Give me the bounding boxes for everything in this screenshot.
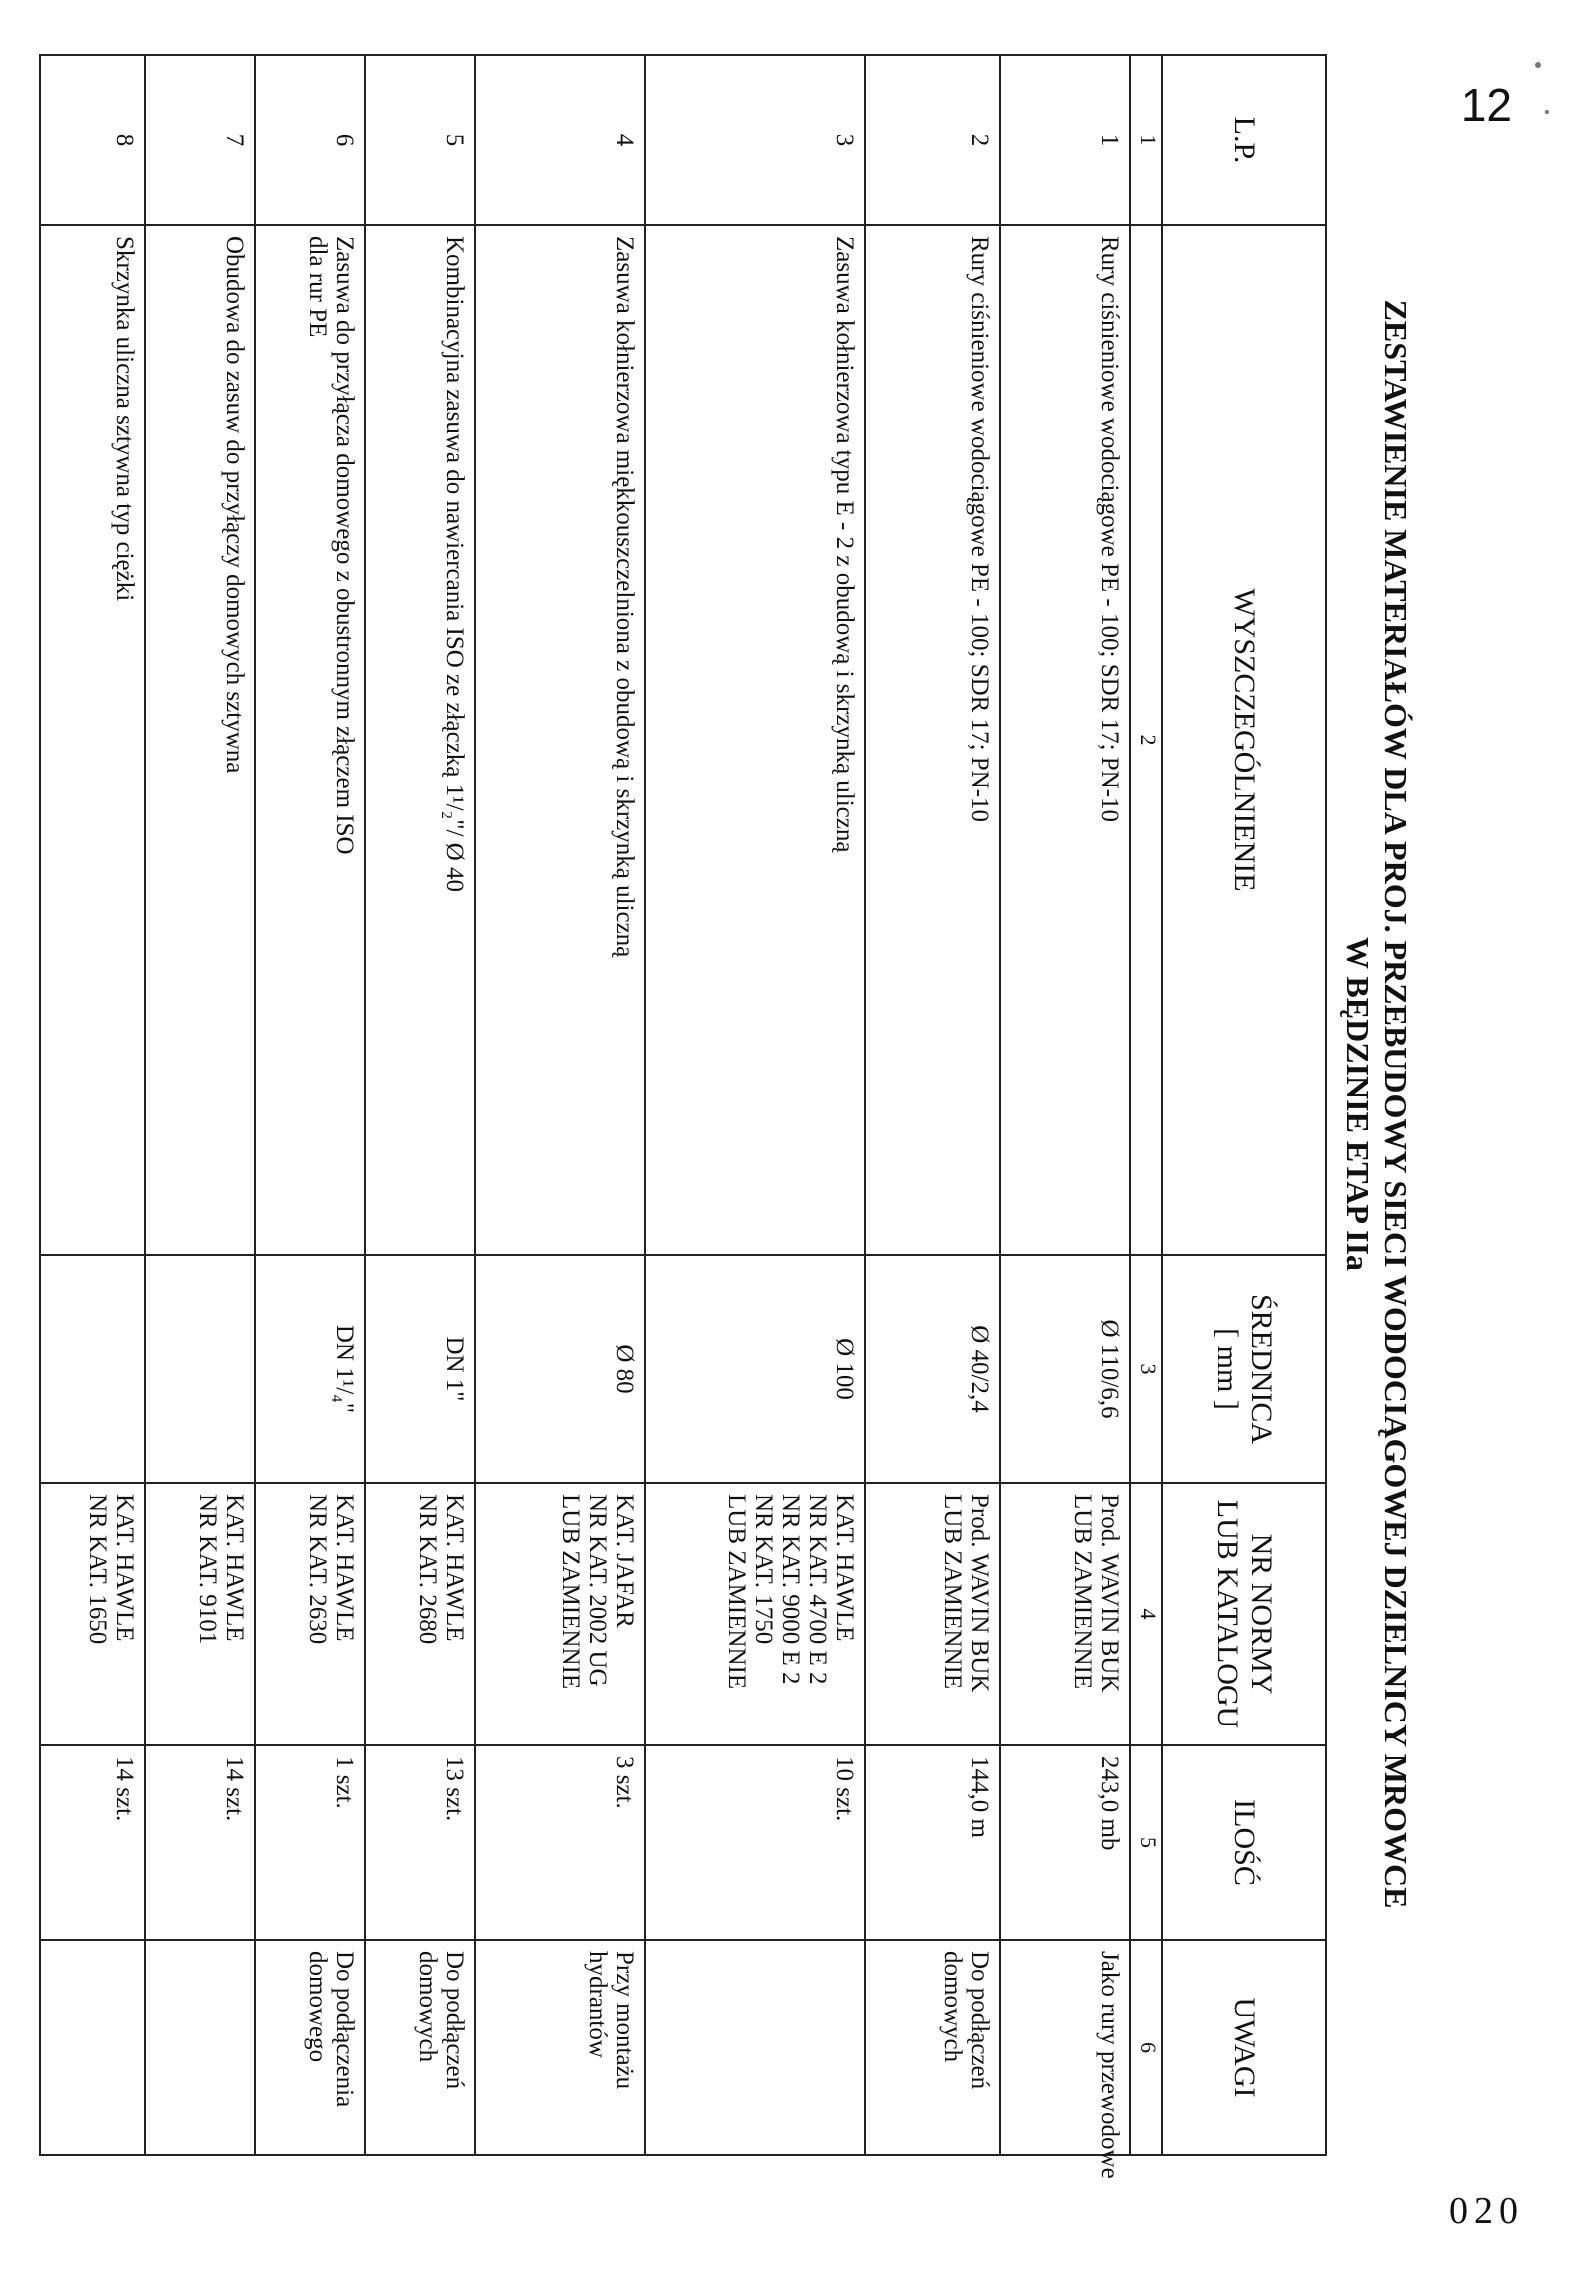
cell-diameter: Ø 100 [645,1255,865,1483]
notes-line: domowych [939,1951,966,2063]
catalog-line: Prod. WAVIN BUK [966,1494,993,1693]
catalog-line: NR KAT. 4700 E 2 [804,1494,831,1685]
column-number: 1 [1130,55,1162,225]
cell-description [1000,225,1130,1255]
catalog-line: NR KAT. 1750 [750,1494,777,1645]
cell-diameter [145,1255,255,1483]
materials-table [39,54,1327,2179]
cell-description [365,225,475,1255]
table-row [1000,55,1130,2155]
catalog-line: NR KAT. 1650 [84,1494,111,1645]
column-number: 5 [1130,1745,1162,1940]
description-line: Zasuwa kołnierzowa typu E - 2 z obudową i skrzynką uliczną [831,236,858,853]
cell-lp: 4 [475,55,645,225]
cell-diameter: DN 1" [365,1255,475,1483]
cell-catalog [40,1483,145,1745]
notes-line: domowego [304,1951,331,2063]
catalog-line: NR KAT. 9101 [194,1494,221,1645]
cell-diameter: Ø 110/6,6 [1000,1255,1130,1483]
cell-notes [865,1940,1000,2155]
description-line: dla rur PE [304,236,331,338]
catalog-line: KAT. JAFAR [611,1494,638,1628]
catalog-line: LUB ZAMIENNIE [1069,1494,1096,1690]
catalog-line: LUB ZAMIENNIE [723,1494,750,1690]
description-line: Zasuwa kołnierzowa miękkouszczelniona z obudową i skrzynką uliczną [611,236,638,958]
table-row [40,55,145,2155]
cell-lp: 1 [1000,55,1130,225]
rotated-page [62,54,1437,2234]
table-row [255,55,365,2155]
page-number: 12 [1460,79,1512,131]
scan-speck [1545,110,1549,114]
cell-notes [145,1940,255,2155]
description-line: Skrzynka uliczna sztywna typ ciężki [111,236,138,602]
catalog-line: KAT. HAWLE [221,1494,248,1642]
document-title [1339,54,1415,2154]
description-line: Obudowa do zasuw do przyłączy domowych sztywna [221,236,248,774]
catalog-line: KAT. HAWLE [831,1494,858,1642]
cell-quantity: 243,0 mb [1000,1745,1130,1940]
cell-notes [40,1940,145,2155]
column-number-row [1130,55,1162,2155]
cell-catalog [645,1483,865,1745]
notes-line: Przy montażu [611,1951,638,2090]
cell-description [145,225,255,1255]
cell-diameter: Ø 80 [475,1255,645,1483]
header-catalog-line2: LUB KATALOGU [1211,1499,1244,1729]
catalog-line: LUB ZAMIENNIE [557,1494,584,1690]
catalog-line: KAT. HAWLE [331,1494,358,1642]
title-line-2: W BĘDZINIE ETAP IIa [1340,936,1376,1272]
cell-description [645,225,865,1255]
description-line: Zasuwa do przyłącza domowego z obustronnym złączem ISO [331,236,358,855]
header-notes: UWAGI [1162,1940,1326,2155]
cell-quantity: 14 szt. [145,1745,255,1940]
catalog-line: Prod. WAVIN BUK [1096,1494,1123,1693]
header-quantity: ILOŚĆ [1162,1745,1326,1940]
cell-catalog [865,1483,1000,1745]
cell-diameter: DN 1¹/₄" [255,1255,365,1483]
cell-lp: 8 [40,55,145,225]
cell-catalog [1000,1483,1130,1745]
cell-diameter [40,1255,145,1483]
column-number: 3 [1130,1255,1162,1483]
header-lp: L.P. [1162,55,1326,225]
cell-lp: 7 [145,55,255,225]
header-diameter-line1: ŚREDNICA [1245,1293,1278,1444]
notes-line: Do podłączenia [331,1951,358,2108]
notes-line: hydrantów [584,1951,611,2058]
cell-quantity: 14 szt. [40,1745,145,1940]
catalog-line: NR KAT. 2002 UG [584,1494,611,1687]
catalog-line: LUB ZAMIENNIE [939,1494,966,1690]
cell-notes [255,1940,365,2155]
cell-quantity: 144,0 m [865,1745,1000,1940]
cell-quantity: 1 szt. [255,1745,365,1940]
column-number: 6 [1130,1940,1162,2155]
header-catalog [1162,1483,1326,1745]
cell-description [255,225,365,1255]
notes-line: Do podłączeń [441,1951,468,2090]
header-diameter [1162,1255,1326,1483]
table-row [865,55,1000,2155]
table-row [475,55,645,2155]
cell-quantity: 3 szt. [475,1745,645,1940]
rotated-content [62,54,1437,2234]
catalog-line: NR KAT. 9000 E 2 [777,1494,804,1685]
cell-quantity: 10 szt. [645,1745,865,1940]
description-line: Rury ciśnieniowe wodociągowe PE - 100; SDR 17; PN-10 [1096,236,1123,823]
catalog-line: NR KAT. 2630 [304,1494,331,1645]
cell-catalog [255,1483,365,1745]
table-row [365,55,475,2155]
cell-description [40,225,145,1255]
cell-notes [1000,1940,1130,2179]
cell-lp: 5 [365,55,475,225]
notes-line: domowych [414,1951,441,2063]
cell-notes [645,1940,865,2155]
scan-speck [1535,62,1541,68]
description-line: Rury ciśnieniowe wodociągowe PE - 100; SDR 17; PN-10 [966,236,993,823]
sheet-number: 020 [1449,2190,1524,2232]
cell-lp: 6 [255,55,365,225]
cell-notes [365,1940,475,2155]
cell-catalog [145,1483,255,1745]
catalog-line: NR KAT. 2680 [414,1494,441,1645]
cell-lp: 3 [645,55,865,225]
description-line: Kombinacyjna zasuwa do nawiercania ISO ze złączką 1¹/₂"/ Ø 40 [441,236,468,893]
table-row [145,55,255,2155]
cell-notes [475,1940,645,2155]
cell-quantity: 13 szt. [365,1745,475,1940]
cell-catalog [475,1483,645,1745]
column-number: 4 [1130,1483,1162,1745]
cell-lp: 2 [865,55,1000,225]
header-catalog-line1: NR NORMY [1245,1533,1278,1695]
table-body [40,55,1162,2179]
catalog-line: KAT. HAWLE [441,1494,468,1642]
header-row [1162,55,1326,2155]
column-number: 2 [1130,225,1162,1255]
cell-description [475,225,645,1255]
title-line-1: ZESTAWIENIE MATERIAŁÓW DLA PROJ. PRZEBUDOWY SIECI WODOCIĄGOWEJ DZIELNICY MROWCE [1378,299,1414,1909]
notes-line: Jako rury przewodowe [1096,1951,1123,2179]
header-diameter-line2: [ mm ] [1211,1328,1244,1410]
cell-catalog [365,1483,475,1745]
cell-description [865,225,1000,1255]
cell-diameter: Ø 40/2,4 [865,1255,1000,1483]
table-row [645,55,865,2155]
header-description: WYSZCZEGÓLNIENIE [1162,225,1326,1255]
catalog-line: KAT. HAWLE [111,1494,138,1642]
notes-line: Do podłączeń [966,1951,993,2090]
